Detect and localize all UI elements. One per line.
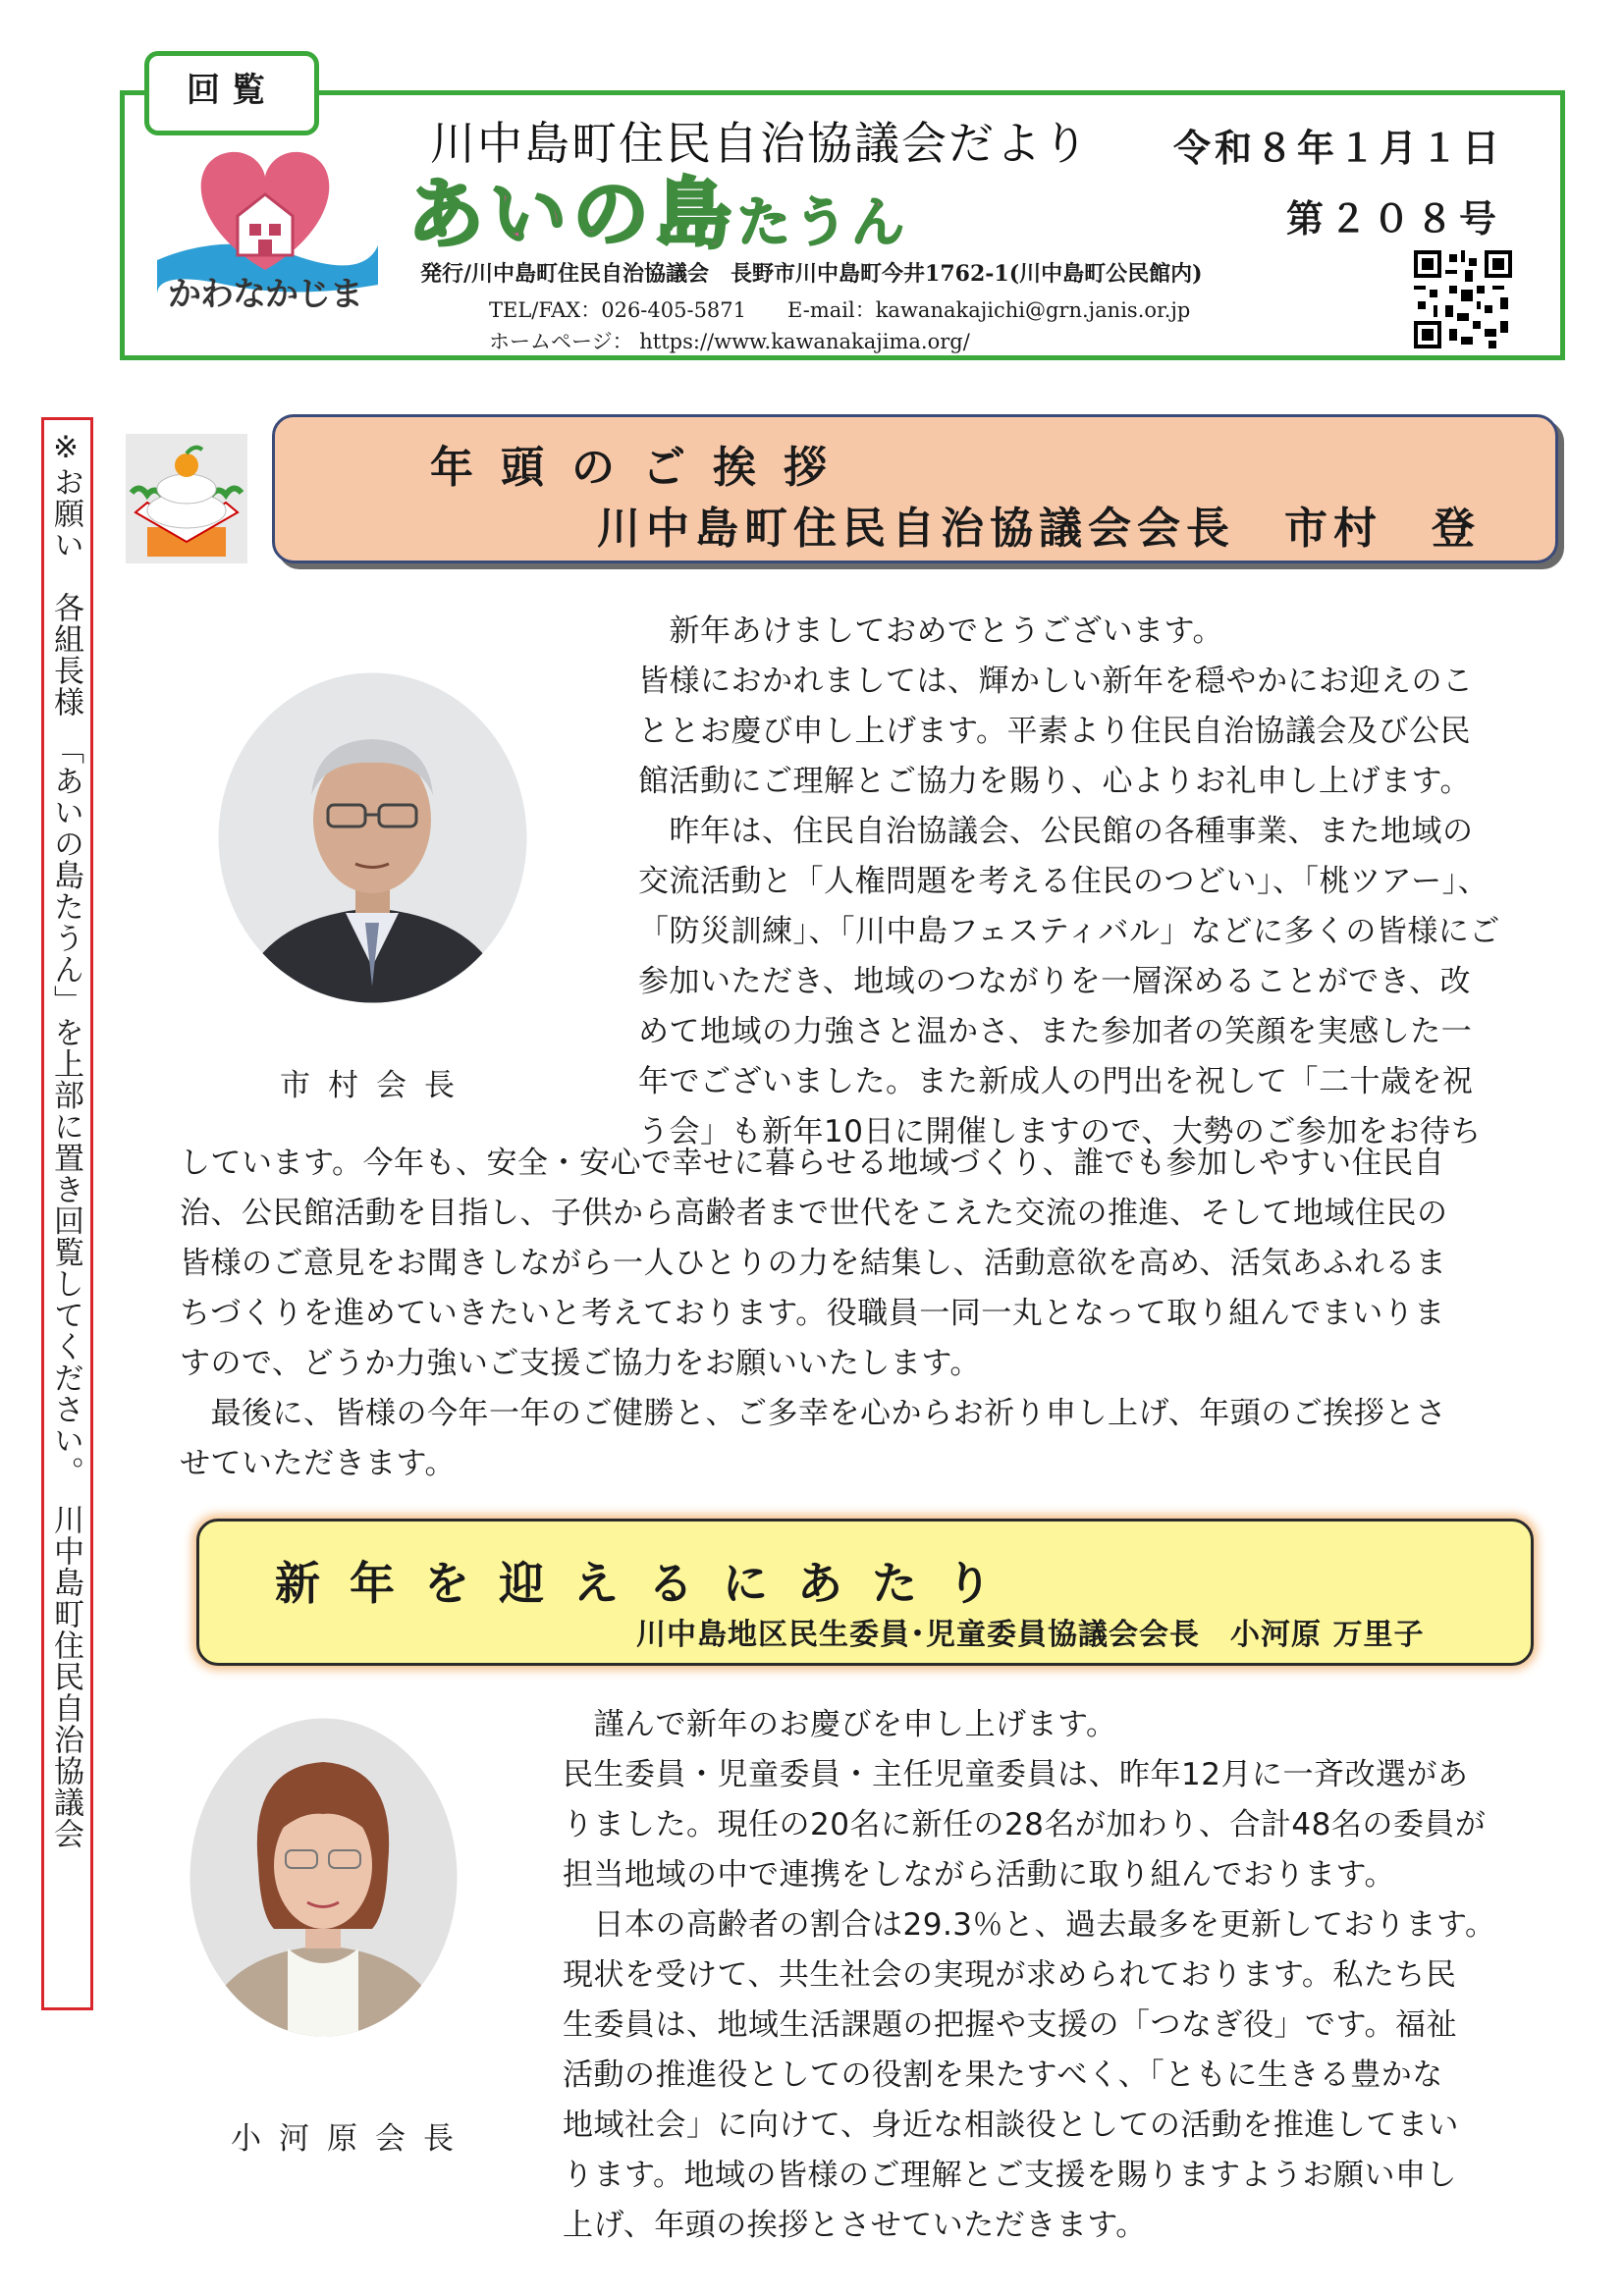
greeting-body-wide: [180, 1139, 1448, 1489]
kagami-mochi-icon: [126, 434, 247, 563]
text-line: 最後に、皆様の今年一年のご健勝と、ご多幸を心からお祈り申し上げ、年頭のご挨拶とさ: [180, 1396, 1447, 1431]
text-line: う会」も新年10日に開催しますので、大勢のご参加をお待ち: [638, 1114, 1482, 1149]
text-line: 参加いただき、地域のつながりを一層深めることができ、改: [638, 964, 1472, 999]
text-line: 「防災訓練」、「川中島フェスティバル」などに多くの皆様にご: [638, 914, 1500, 949]
new-year-body: [563, 1700, 1496, 2251]
text-line: 地域社会」に向けて、身近な相談役としての活動を推進してまい: [563, 2108, 1459, 2143]
text-line: 皆様におかれましては、輝かしい新年を穏やかにお迎えのこ: [638, 664, 1474, 699]
contact-line: TEL/FAX：026-405-5871 E-mail：kawanakajichi@grn.janis.or.jp: [489, 298, 1191, 322]
text-line: 交流活動と「人権問題を考える住民のつどい」、「桃ツアー」、: [638, 864, 1489, 899]
qr-code-icon: [1414, 250, 1512, 348]
chairman-caption: 市村会長: [280, 1068, 472, 1103]
text-line: 年でございました。また新成人の門出を祝して「二十歳を祝: [638, 1064, 1474, 1099]
text-line: 新年あけましておめでとうございます。: [638, 614, 1224, 649]
title-small: たうん: [737, 191, 909, 253]
text-line: しています。今年も、安全・安心で幸せに暮らせる地域づくり、誰でも参加しやすい住民自: [180, 1146, 1445, 1181]
text-line: せていただきます。: [180, 1446, 457, 1481]
circulation-notice: [41, 417, 93, 2010]
text-line: すので、どうか力強いご支援ご協力をお願いいたします。: [180, 1346, 981, 1381]
heart-house-logo: [147, 137, 383, 348]
new-year-author: 川中島地区民生委員･児童委員協議会会長 小河原 万里子: [636, 1618, 1425, 1652]
text-line: 謹んで新年のお慶びを申し上げます。: [563, 1707, 1117, 1742]
text-line: 日本の高齢者の割合は29.3％と、過去最多を更新しております。: [563, 1907, 1496, 1943]
text-line: 昨年は、住民自治協議会、公民館の各種事業、また地域の: [638, 814, 1474, 849]
homepage-line: ホームページ： https://www.kawanakajima.org/: [489, 330, 970, 353]
welfare-chair-caption: 小河原会長: [231, 2121, 471, 2157]
text-line: ります。地域の皆様のご理解とご支援を賜りますようお願い申し: [563, 2158, 1458, 2193]
new-year-title: 新年を迎えるにあたり: [275, 1557, 1021, 1610]
text-line: 上げ、年頭の挨拶とさせていただきます。: [563, 2208, 1147, 2243]
notice-sender: 川中島町住民自治協議会: [48, 1504, 83, 1849]
greeting-author: 川中島町住民自治協議会会長 市村 登: [597, 504, 1481, 554]
text-line: 生委員は、地域生活課題の把握や支援の「つなぎ役」です。福祉: [563, 2007, 1458, 2043]
text-line: りました。現任の20名に新任の28名が加わり、合計48名の委員が: [563, 1807, 1487, 1842]
text-line: 担当地域の中で連携をしながら活動に取り組んでおります。: [563, 1857, 1396, 1893]
text-line: ととお慶び申し上げます。平素より住民自治協議会及び公民: [638, 714, 1472, 749]
title-main: あいの島: [407, 171, 738, 259]
text-line: 皆様のご意見をお聞きしながら一人ひとりの力を結集し、活動意欲を高め、活気あふれるま: [180, 1246, 1447, 1281]
issue-number: 第２０８号: [1286, 197, 1503, 240]
text-line: 民生委員・児童委員・主任児童委員は、昨年12月に一斉改選があ: [563, 1757, 1469, 1792]
newsletter-subtitle: 川中島町住民自治協議会だより: [430, 117, 1090, 170]
chairman-photo: [218, 672, 527, 1003]
welfare-chair-photo: [189, 1718, 458, 2037]
text-line: 活動の推進役としての役割を果たすべく、「ともに生きる豊かな: [563, 2057, 1443, 2093]
text-line: ちづくりを進めていきたいと考えております。役職員一同一丸となって取り組んでまいりま: [180, 1296, 1445, 1331]
notice-request: ※お願い 各組長様 「あいの島たうん」を上部に置き回覧してください。: [48, 430, 83, 1472]
text-line: 治、公民館活動を目指し、子供から高齢者まで世代をこえた交流の推進、そして地域住民の: [180, 1196, 1448, 1231]
greeting-body-narrow: [638, 607, 1500, 1157]
qr-code[interactable]: [1414, 250, 1512, 348]
publisher-line: 発行/川中島町住民自治協議会 長野市川中島町今井1762-1(川中島町公民館内): [420, 261, 1203, 287]
text-line: めて地域の力強さと温かさ、また参加者の笑顔を実感した一: [638, 1014, 1473, 1049]
issue-date: 令和８年１月１日: [1173, 127, 1504, 170]
newsletter-title: [407, 171, 909, 259]
text-line: 現状を受けて、共生社会の実現が求められております。私たち民: [563, 1957, 1457, 1993]
text-line: 館活動にご理解とご協力を賜り、心よりお礼申し上げます。: [638, 764, 1472, 799]
kairan-tab: 回覧: [144, 51, 319, 135]
logo: [147, 137, 383, 348]
logo-text: かわなかじま: [168, 275, 362, 314]
greeting-title: 年頭のご挨拶: [430, 443, 854, 493]
